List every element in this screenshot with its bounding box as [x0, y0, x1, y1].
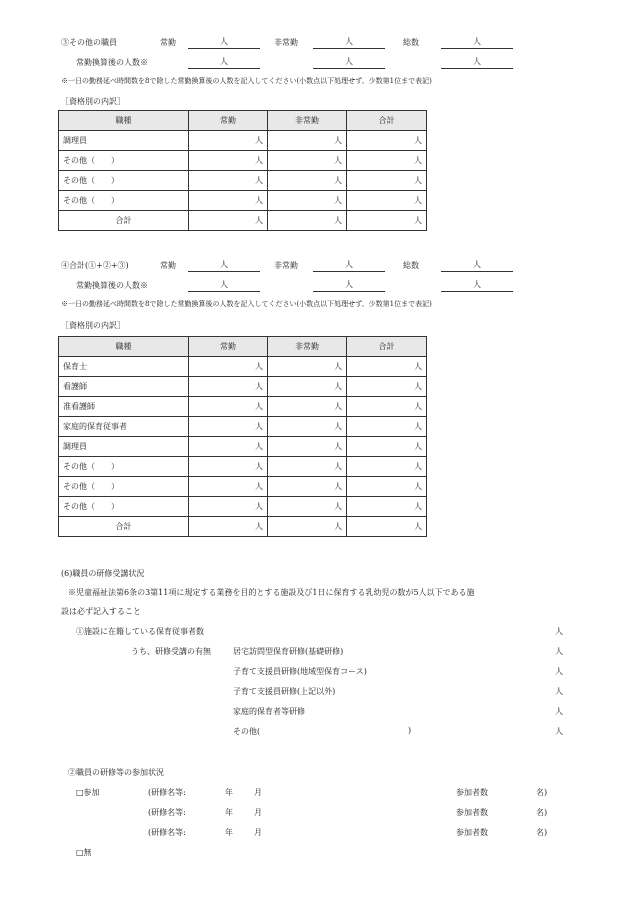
header-cell: 合計 [347, 337, 427, 357]
fulltime-cell[interactable]: 人 [189, 477, 268, 497]
s3-qualification-table [58, 110, 427, 231]
s4-fulltime-label: 常勤 [160, 261, 176, 270]
header-cell: 合計 [347, 111, 427, 131]
parttime-cell[interactable]: 人 [268, 211, 347, 231]
parttime-cell[interactable]: 人 [268, 131, 347, 151]
s4-conv-fulltime-field[interactable]: 人 [188, 279, 260, 292]
participant-unit: 名) [536, 828, 548, 837]
s3-total-label: 総数 [403, 38, 419, 47]
training-name-label: (研修名等: [148, 808, 186, 817]
table-row [59, 171, 427, 191]
s4-breakdown-label: ［資格別の内訳］ [61, 321, 125, 330]
training-unit: 人 [555, 727, 563, 736]
parttime-cell[interactable]: 人 [268, 517, 347, 537]
fulltime-cell[interactable]: 人 [189, 457, 268, 477]
section6-title: (6)職員の研修受講状況 [61, 569, 145, 578]
s3-conv-fulltime-field[interactable]: 人 [188, 56, 260, 69]
parttime-cell[interactable]: 人 [268, 457, 347, 477]
table-row [59, 357, 427, 377]
training-month-label: 月 [254, 788, 262, 797]
parttime-cell[interactable]: 人 [268, 357, 347, 377]
fulltime-cell[interactable]: 人 [189, 377, 268, 397]
row-label: 合計 [59, 517, 189, 537]
row-label: その他（ ） [59, 171, 189, 191]
fulltime-cell[interactable]: 人 [189, 437, 268, 457]
total-cell[interactable]: 人 [347, 417, 427, 437]
parttime-cell[interactable]: 人 [268, 497, 347, 517]
table-row [59, 191, 427, 211]
parttime-cell[interactable]: 人 [268, 477, 347, 497]
q2-label: ②職員の研修等の参加状況 [68, 768, 164, 777]
row-label: 准看護師 [59, 397, 189, 417]
s3-fulltime-field[interactable]: 人 [188, 36, 260, 49]
table-total-row [59, 517, 427, 537]
table-header-row [59, 337, 427, 357]
row-label: その他（ ） [59, 151, 189, 171]
total-cell[interactable]: 人 [347, 151, 427, 171]
total-cell[interactable]: 人 [347, 497, 427, 517]
total-cell[interactable]: 人 [347, 357, 427, 377]
row-label: その他（ ） [59, 457, 189, 477]
table-row [59, 151, 427, 171]
parttime-cell[interactable]: 人 [268, 437, 347, 457]
s4-parttime-field[interactable]: 人 [313, 259, 385, 272]
s3-note: ※一日の勤務延べ時間数を8で除した常勤換算後の人数を記入してください(小数点以下処理せず、少数第1位まで表記) [61, 77, 432, 85]
table-row [59, 131, 427, 151]
row-label: その他（ ） [59, 191, 189, 211]
s6-note-line2: 設は必ず記入すること [61, 607, 141, 616]
fulltime-cell[interactable]: 人 [189, 211, 268, 231]
s4-total-field[interactable]: 人 [441, 259, 513, 272]
s4-note: ※一日の勤務延べ時間数を8で除した常勤換算後の人数を記入してください(小数点以下処理せず、少数第1位まで表記) [61, 300, 432, 308]
table-header-row [59, 111, 427, 131]
total-cell[interactable]: 人 [347, 457, 427, 477]
fulltime-cell[interactable]: 人 [189, 151, 268, 171]
row-label: 調理員 [59, 437, 189, 457]
table-row [59, 497, 427, 517]
s3-parttime-label: 非常勤 [274, 38, 298, 47]
header-cell: 非常勤 [268, 337, 347, 357]
fulltime-cell[interactable]: 人 [189, 517, 268, 537]
row-label: その他（ ） [59, 477, 189, 497]
q1-label: ①施設に在籍している保育従事者数 [76, 627, 204, 636]
parttime-cell[interactable]: 人 [268, 397, 347, 417]
s4-fulltime-field[interactable]: 人 [188, 259, 260, 272]
total-cell[interactable]: 人 [347, 517, 427, 537]
total-cell[interactable]: 人 [347, 131, 427, 151]
total-cell[interactable]: 人 [347, 171, 427, 191]
header-cell: 職種 [59, 111, 189, 131]
total-cell[interactable]: 人 [347, 377, 427, 397]
s3-total-field[interactable]: 人 [441, 36, 513, 49]
training-unit: 人 [555, 647, 563, 656]
table-total-row [59, 211, 427, 231]
participant-count-label: 参加者数 [456, 828, 488, 837]
header-cell: 常勤 [189, 337, 268, 357]
training-month-label: 月 [254, 828, 262, 837]
training-item-other: その他( [233, 727, 261, 736]
s4-conv-total-field[interactable]: 人 [441, 279, 513, 292]
s3-conv-total-field[interactable]: 人 [441, 56, 513, 69]
s4-parttime-label: 非常勤 [274, 261, 298, 270]
header-cell: 常勤 [189, 111, 268, 131]
training-item: 子育て支援員研修(上記以外) [233, 687, 336, 696]
parttime-cell[interactable]: 人 [268, 191, 347, 211]
participant-count-label: 参加者数 [456, 808, 488, 817]
fulltime-cell[interactable]: 人 [189, 357, 268, 377]
training-month-label: 月 [254, 808, 262, 817]
total-cell[interactable]: 人 [347, 477, 427, 497]
s3-parttime-field[interactable]: 人 [313, 36, 385, 49]
table-row [59, 377, 427, 397]
q1-sub-label: うち、研修受講の有無 [131, 647, 211, 656]
s3-fulltime-label: 常勤 [160, 38, 176, 47]
s3-breakdown-label: ［資格別の内訳］ [61, 97, 125, 106]
row-label: 家庭的保育従事者 [59, 417, 189, 437]
table-row [59, 397, 427, 417]
q1-unit: 人 [555, 627, 563, 636]
fulltime-cell[interactable]: 人 [189, 497, 268, 517]
parttime-cell[interactable]: 人 [268, 151, 347, 171]
training-item: 家庭的保育者等研修 [233, 707, 305, 716]
training-unit: 人 [555, 707, 563, 716]
fulltime-cell[interactable]: 人 [189, 191, 268, 211]
row-label: 看護師 [59, 377, 189, 397]
section3-title: ③その他の職員 [61, 38, 117, 47]
s4-conv-parttime-field[interactable]: 人 [313, 279, 385, 292]
participant-unit: 名) [536, 788, 548, 797]
s3-conv-parttime-field[interactable]: 人 [313, 56, 385, 69]
s4-total-label: 総数 [403, 261, 419, 270]
s4-conv-label: 常勤換算後の人数※ [76, 281, 148, 290]
other-paren-close: ) [408, 726, 412, 735]
training-name-label: (研修名等: [148, 788, 186, 797]
training-item: 居宅訪問型保育研修(基礎研修) [233, 647, 344, 656]
training-unit: 人 [555, 687, 563, 696]
training-year-label: 年 [225, 828, 233, 837]
fulltime-cell[interactable]: 人 [189, 131, 268, 151]
training-name-label: (研修名等: [148, 828, 186, 837]
parttime-cell[interactable]: 人 [268, 171, 347, 191]
total-cell[interactable]: 人 [347, 191, 427, 211]
training-item: 子育て支援員研修(地域型保育コース) [233, 667, 367, 676]
s6-note-line1: ※児童福祉法第6条の3第11項に規定する業務を目的とする施設及び1日に保育する乳幼児の数が5人以下である施 [68, 588, 475, 597]
row-label: 保育士 [59, 357, 189, 377]
parttime-cell[interactable]: 人 [268, 417, 347, 437]
section4-title: ④合計(①+②+③) [61, 261, 129, 270]
fulltime-cell[interactable]: 人 [189, 417, 268, 437]
participate-checkbox[interactable]: □参加 [76, 788, 100, 797]
row-label: その他（ ） [59, 497, 189, 517]
s3-conv-label: 常勤換算後の人数※ [76, 58, 148, 67]
row-label: 調理員 [59, 131, 189, 151]
table-row [59, 437, 427, 457]
table-row [59, 417, 427, 437]
training-year-label: 年 [225, 788, 233, 797]
none-checkbox[interactable]: □無 [76, 848, 92, 857]
s4-qualification-table [58, 336, 427, 537]
table-row [59, 477, 427, 497]
training-year-label: 年 [225, 808, 233, 817]
total-cell[interactable]: 人 [347, 397, 427, 417]
parttime-cell[interactable]: 人 [268, 377, 347, 397]
total-cell[interactable]: 人 [347, 211, 427, 231]
header-cell: 非常勤 [268, 111, 347, 131]
training-unit: 人 [555, 667, 563, 676]
row-label: 合計 [59, 211, 189, 231]
fulltime-cell[interactable]: 人 [189, 397, 268, 417]
participant-count-label: 参加者数 [456, 788, 488, 797]
total-cell[interactable]: 人 [347, 437, 427, 457]
header-cell: 職種 [59, 337, 189, 357]
table-row [59, 457, 427, 477]
fulltime-cell[interactable]: 人 [189, 171, 268, 191]
participant-unit: 名) [536, 808, 548, 817]
